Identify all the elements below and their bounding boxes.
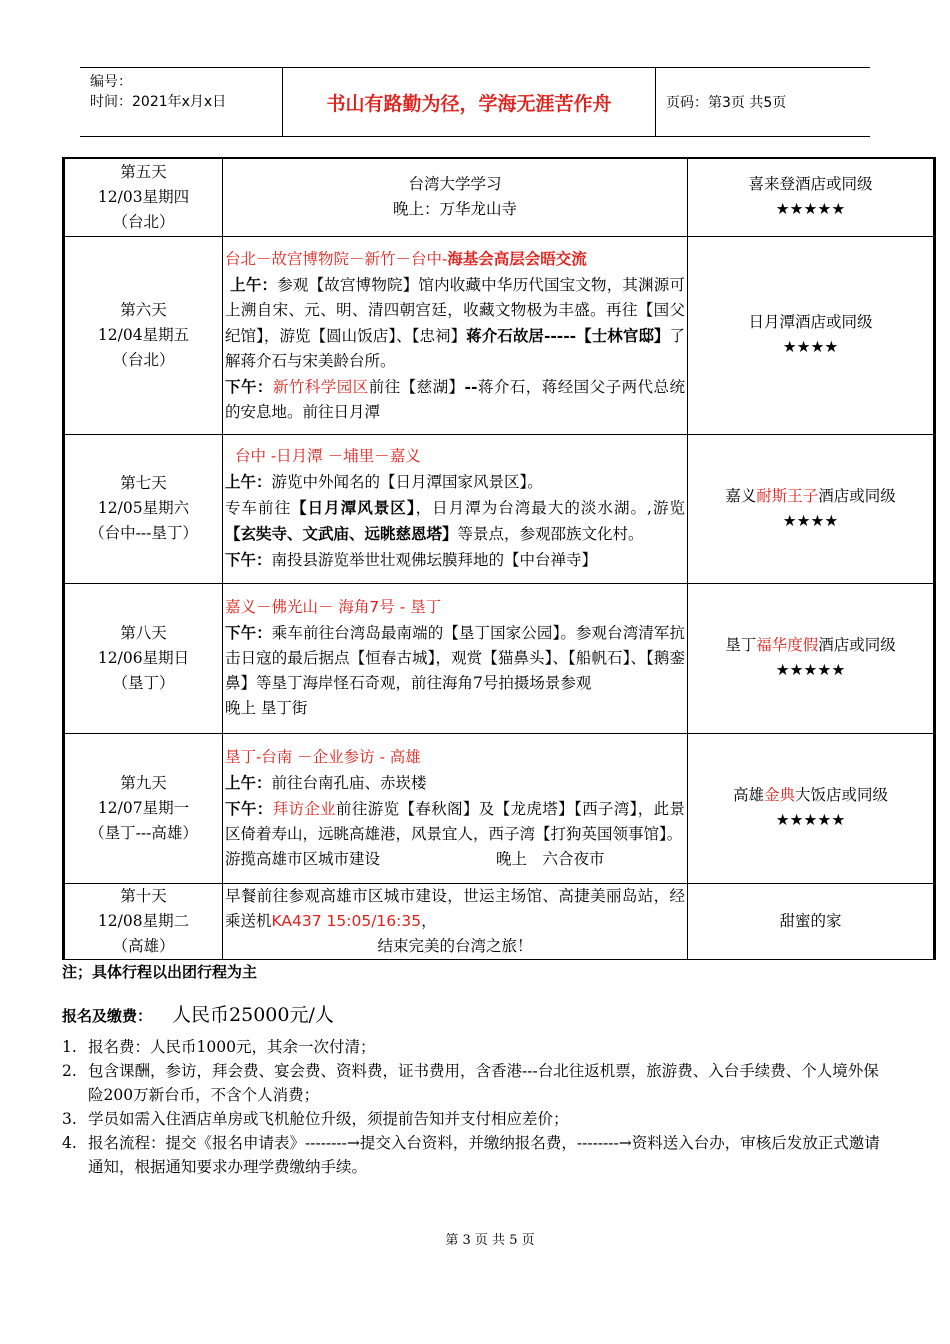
- date-label: 12/03星期四: [97, 187, 190, 206]
- schedule-detail: 专车前往【日月潭风景区】，日月潭为台湾最大的淡水湖。,游览【玄奘寺、文武庙、远眺慈恩塔】等景点，参观邵族文化村。: [225, 498, 685, 543]
- city-label: （高雄）: [112, 936, 175, 955]
- day-label: 第六天: [120, 300, 167, 319]
- date-label: 12/08星期二: [97, 911, 190, 930]
- morning-schedule: 上午：游览中外闻名的【日月潭国家风景区】。: [225, 472, 543, 491]
- star-rating: ★★★★: [782, 511, 839, 530]
- date-label: 12/07星期一: [97, 798, 190, 817]
- city-label: （垦丁）: [112, 673, 175, 692]
- trip-end-line: 结束完美的台湾之旅！: [377, 936, 533, 955]
- schedule-cell: [223, 158, 688, 236]
- schedule-line: 台湾大学学习: [408, 175, 502, 194]
- day-cell: [64, 883, 223, 959]
- star-rating: ★★★★: [782, 338, 839, 356]
- hotel-name: 嘉义耐斯王子酒店或同级: [725, 486, 896, 505]
- table-row: [64, 236, 935, 434]
- city-label: （台北）: [112, 212, 175, 231]
- table-row: [64, 158, 935, 236]
- route-title: 嘉义－佛光山－ 海角7号 - 垦丁: [225, 598, 442, 616]
- hotel-cell: [688, 583, 935, 733]
- list-item: 3. 学员如需入住酒店单房或飞机舱位升级，须提前告知并支付相应差价；: [62, 1110, 569, 1128]
- list-item: 4. 报名流程：提交《报名申请表》--------→提交入台资料，并缴纳报名费，--------→资料送入台办，审核后发放正式邀请通知，根据通知要求办理学费缴纳手续。: [62, 1134, 880, 1176]
- afternoon-schedule: 下午：新竹科学园区前往【慈湖】--蒋介石，蒋经国父子两代总统的安息地。前往日月潭: [225, 376, 685, 421]
- schedule-cell: [223, 883, 688, 959]
- morning-schedule: 上午：前往台南孔庙、赤崁楼: [225, 772, 427, 792]
- city-label: （垦丁---高雄）: [89, 823, 198, 842]
- day-cell: [64, 236, 223, 434]
- page-header: [80, 67, 870, 137]
- date-label: 12/05星期六: [97, 499, 190, 517]
- schedule-cell: [223, 434, 688, 583]
- itinerary-table: [62, 157, 936, 960]
- table-row: [64, 733, 935, 883]
- list-item: 1. 报名费：人民币1000元，其余一次付清；: [62, 1038, 376, 1056]
- schedule-detail: 早餐前往参观高雄市区城市建设，世运主场馆、高捷美丽岛站，经乘送机KA437 15:05/16:35，: [225, 886, 685, 930]
- schedule-cell: [223, 583, 688, 733]
- morning-schedule: 上午：参观【故宫博物院】馆内收藏中华历代国宝文物，其渊源可上溯自宋、元、明、清四朝宫廷，收藏文物极为丰盛。再往【国父纪馆】，游览【圆山饭店】、【忠祠】蒋介石故居-----【士林官邸】了解蒋介石与宋美龄台所。: [225, 274, 685, 370]
- schedule-cell: [223, 733, 688, 883]
- day-cell: [64, 733, 223, 883]
- day-label: 第九天: [120, 773, 167, 792]
- day-label: 第七天: [120, 474, 167, 492]
- day-label: 第五天: [120, 162, 167, 181]
- hotel-cell: [688, 733, 935, 883]
- fee-line: [62, 1000, 334, 1027]
- hotel-name: 喜来登酒店或同级: [748, 175, 873, 194]
- fee-label: 报名及缴费：: [62, 1007, 153, 1025]
- schedule-line: 晚上：万华龙山寺: [392, 200, 517, 219]
- afternoon-schedule: 下午：乘车前往台湾岛最南端的【垦丁国家公园】。参观台湾清军抗击日寇的最后据点【恒春古城】，观赏【猫鼻头】、【船帆石】、【鹅銮鼻】等垦丁海岸怪石奇观，前往海角7号拍摄场景参观: [225, 623, 685, 692]
- fee-value: 人民币25000元/人: [172, 1004, 334, 1026]
- header-meta: [80, 68, 283, 136]
- page-footer: 第 3 页 共 5 页: [445, 1233, 535, 1248]
- document-number-label: 编号：: [90, 74, 132, 90]
- schedule-cell: [223, 236, 688, 434]
- star-rating: ★★★★★: [775, 200, 846, 219]
- day-cell: [64, 434, 223, 583]
- hotel-name: 垦丁福华度假酒店或同级: [725, 636, 896, 654]
- evening-schedule: 游揽高雄市区城市建设 晚上 六合夜市: [225, 849, 605, 868]
- day-cell: [64, 583, 223, 733]
- list-item: 2. 包含课酬，参访，拜会费、宴会费、资料费，证书费用，含香港---台北往返机票，旅游费、入台手续费、个人境外保险200万新台币，不含个人消费；: [62, 1062, 879, 1104]
- afternoon-schedule: 下午：南投县游览举世壮观佛坛膜拜地的【中台禅寺】: [225, 550, 598, 569]
- route-title: 垦丁-台南 －企业参访 - 高雄: [225, 747, 421, 766]
- hotel-cell: [688, 883, 935, 959]
- route-title: 台中 -日月潭 －埔里－嘉义: [235, 447, 421, 465]
- evening-schedule: 晚上 垦丁街: [225, 699, 308, 717]
- hotel-cell: [688, 434, 935, 583]
- day-label: 第十天: [120, 886, 167, 905]
- table-row: [64, 583, 935, 733]
- route-title: 台北－故宫博物院－新竹－台中-海基会高层会晤交流: [225, 248, 587, 268]
- star-rating: ★★★★★: [775, 811, 846, 829]
- hotel-name: 日月潭酒店或同级: [748, 313, 873, 331]
- itinerary-note: 注；具体行程以出团行程为主: [62, 963, 258, 981]
- hotel-name: 甜蜜的家: [779, 911, 842, 930]
- hotel-name: 高雄金典大饭店或同级: [732, 786, 889, 804]
- registration-rules: [62, 1035, 892, 1179]
- day-cell: [64, 158, 223, 236]
- document-time-label: 时间：2021年x月x日: [90, 94, 227, 110]
- date-label: 12/06星期日: [97, 648, 190, 667]
- hotel-cell: [688, 236, 935, 434]
- city-label: （台中---垦丁）: [89, 524, 198, 542]
- table-row: [64, 883, 935, 959]
- header-page-label: 页码：第3页 共5页: [666, 95, 787, 111]
- table-row: [64, 434, 935, 583]
- day-label: 第八天: [120, 623, 167, 642]
- header-motto: 书山有路勤为径，学海无涯苦作舟: [283, 68, 656, 136]
- star-rating: ★★★★★: [775, 661, 846, 679]
- city-label: （台北）: [112, 350, 175, 369]
- afternoon-schedule: 下午：拜访企业前往游览【春秋阁】及【龙虎塔】【西子湾】，此景区倚着寿山，远眺高雄港，风景宜人，西子湾【打狗英国领事馆】。: [225, 798, 685, 843]
- hotel-cell: [688, 158, 935, 236]
- date-label: 12/04星期五: [97, 325, 190, 344]
